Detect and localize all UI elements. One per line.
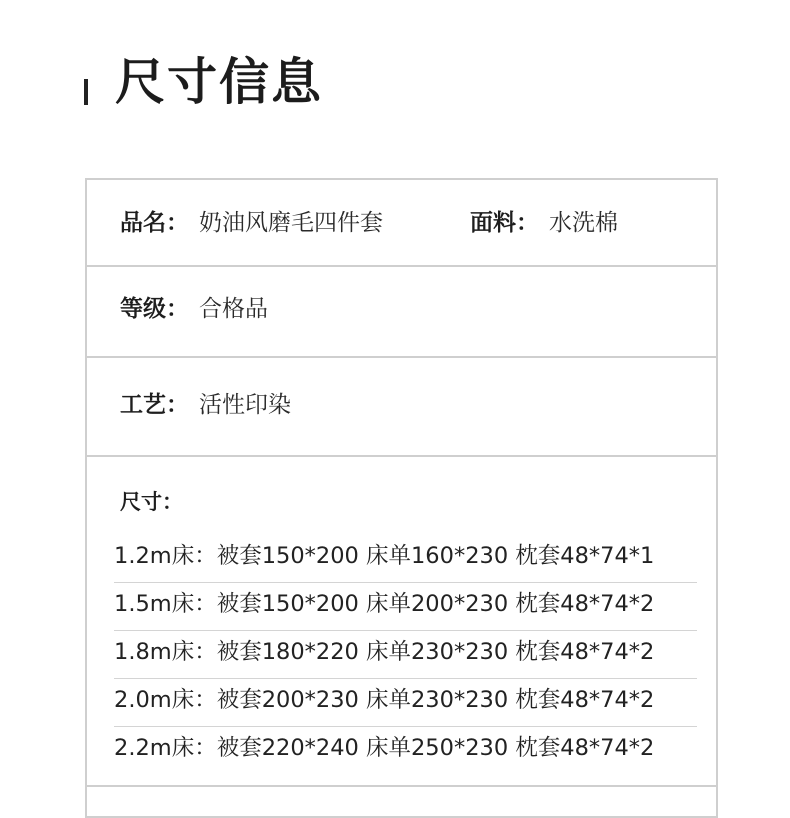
spec-card	[85, 178, 718, 818]
size-row-1-8m: 1.8m床：被套180*220 床单230*230 枕套48*74*2	[114, 631, 697, 679]
bottom-divider	[87, 785, 716, 787]
craft-value: 活性印染	[199, 392, 291, 418]
size-row-1-5m: 1.5m床：被套150*200 床单200*230 枕套48*74*2	[114, 583, 697, 631]
spec-row-name-fabric	[87, 180, 716, 267]
grade-label: 等级：	[120, 296, 189, 322]
page-title: 尺寸信息	[115, 53, 323, 111]
size-row-2-0m: 2.0m床：被套200*230 床单230*230 枕套48*74*2	[114, 679, 697, 727]
size-row-1-2m: 1.2m床：被套150*200 床单160*230 枕套48*74*1	[114, 535, 697, 583]
size-row-2-2m: 2.2m床：被套220*240 床单250*230 枕套48*74*2	[114, 735, 655, 761]
fabric-field	[470, 208, 618, 238]
spec-row-craft	[87, 358, 716, 457]
craft-field	[120, 390, 291, 420]
fabric-label: 面料：	[470, 210, 539, 236]
product-name-field	[120, 208, 383, 238]
craft-label: 工艺：	[120, 392, 189, 418]
size-list	[114, 535, 697, 775]
fabric-value: 水洗棉	[549, 210, 618, 236]
product-name-label: 品名：	[120, 210, 189, 236]
spec-row-grade	[87, 267, 716, 358]
title-accent-bar	[84, 79, 88, 105]
size-label: 尺寸：	[120, 490, 183, 514]
grade-field	[120, 294, 268, 324]
grade-value: 合格品	[199, 296, 268, 322]
product-name-value: 奶油风磨毛四件套	[199, 210, 383, 236]
